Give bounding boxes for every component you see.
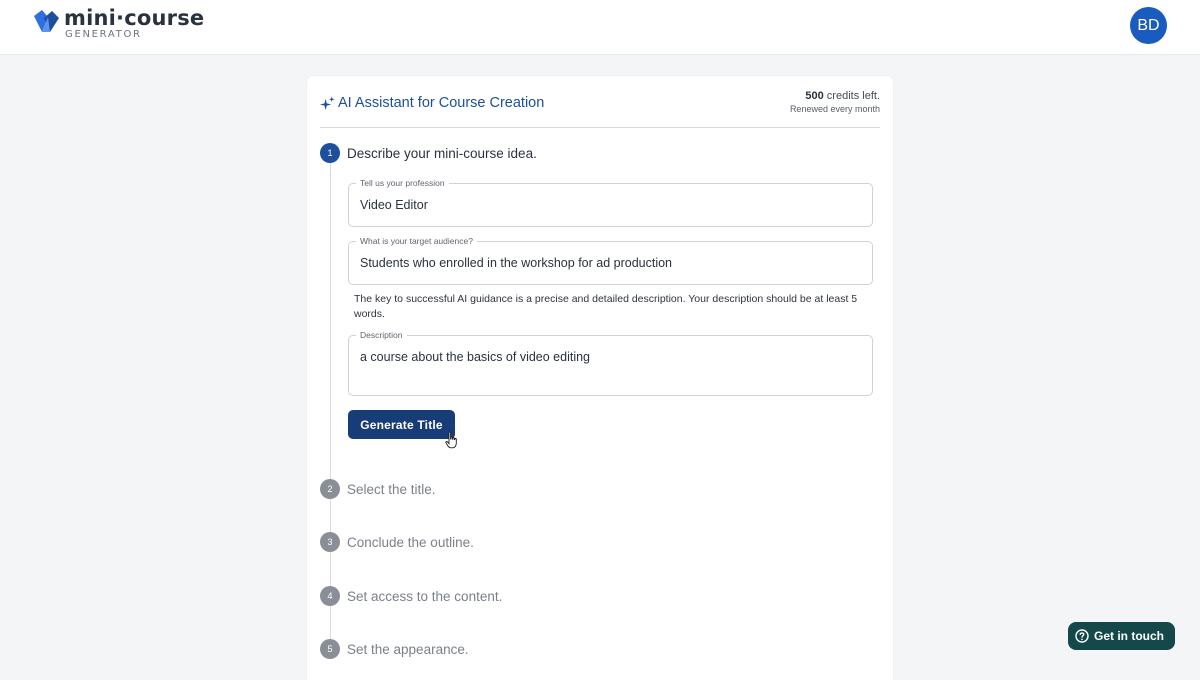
generate-title-button[interactable]: Generate Title — [348, 410, 455, 439]
ai-assistant-card — [307, 76, 893, 680]
logo-mark-icon — [32, 8, 60, 34]
profession-value: Video Editor — [360, 198, 428, 212]
description-label: Description — [356, 329, 407, 341]
description-value: a course about the basics of video editing — [360, 350, 591, 364]
logo-subtitle: GENERATOR — [65, 29, 142, 40]
step-label: Select the title. — [347, 481, 436, 497]
card-header — [320, 76, 880, 128]
avatar[interactable]: BD — [1130, 7, 1167, 44]
get-in-touch-label: Get in touch — [1094, 629, 1164, 643]
step-1[interactable] — [320, 143, 537, 163]
card-title-text: AI Assistant for Course Creation — [338, 95, 545, 111]
step-5[interactable] — [320, 639, 469, 659]
step-2[interactable] — [320, 479, 436, 499]
step-number: 4 — [320, 586, 340, 606]
description-field[interactable] — [348, 330, 873, 396]
profession-label: Tell us your profession — [356, 177, 449, 189]
card-title — [320, 95, 544, 111]
step-number: 2 — [320, 479, 340, 499]
top-bar — [0, 0, 1200, 55]
step-number: 5 — [320, 639, 340, 659]
step-label: Conclude the outline. — [347, 534, 474, 550]
step-label: Set access to the content. — [347, 588, 503, 604]
step-label: Describe your mini-course idea. — [347, 145, 537, 161]
get-in-touch-button[interactable] — [1068, 622, 1175, 650]
credits-count: 500 — [805, 90, 824, 102]
step-number: 1 — [320, 143, 340, 163]
credits-info — [790, 90, 880, 116]
step-number: 3 — [320, 532, 340, 552]
logo[interactable] — [32, 7, 204, 43]
logo-title: mini·course — [64, 6, 205, 30]
target-audience-label: What is your target audience? — [356, 235, 477, 247]
steps-timeline — [330, 162, 331, 650]
credits-renewal: Renewed every month — [789, 104, 880, 114]
profession-field[interactable] — [348, 178, 873, 227]
step-4[interactable] — [320, 586, 502, 606]
help-circle-icon — [1075, 629, 1089, 643]
sparkle-icon — [320, 96, 335, 111]
step-label: Set the appearance. — [347, 641, 469, 657]
target-audience-value: Students who enrolled in the workshop for ad production — [360, 256, 672, 270]
target-audience-field[interactable] — [348, 236, 873, 285]
hand-cursor-icon — [445, 431, 459, 449]
credits-suffix: credits left. — [823, 90, 880, 102]
description-hint: The key to successful AI guidance is a precise and detailed description. Your description should be at least 5 words. — [354, 293, 858, 320]
step-3[interactable] — [320, 532, 474, 552]
